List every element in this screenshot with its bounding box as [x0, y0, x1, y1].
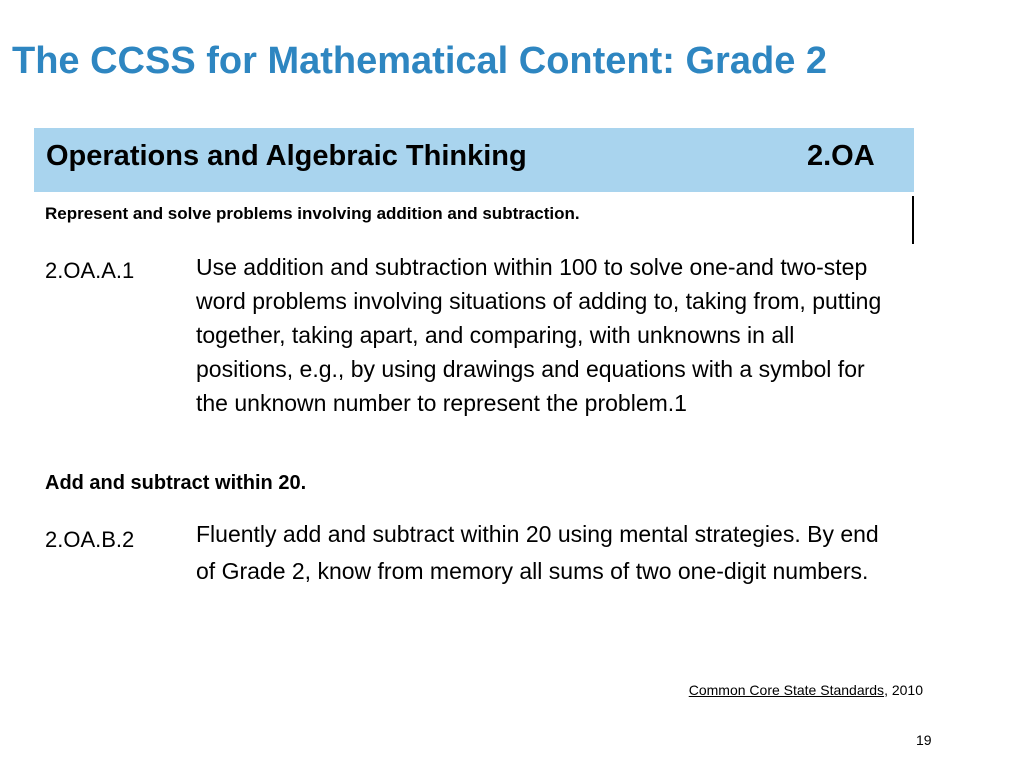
domain-header-band	[34, 128, 914, 192]
page-number: 19	[916, 732, 932, 748]
divider-line	[912, 196, 914, 244]
cluster-heading-b: Add and subtract within 20.	[45, 472, 307, 494]
standard-code-b2: 2.OA.B.2	[45, 527, 135, 552]
domain-name: Operations and Algebraic Thinking	[46, 140, 527, 172]
standard-text-a1: Use addition and subtraction within 100 to solve one-and two-step word problems involving situations of adding to, taking from, putting together, taking apart, and comparing, with unknowns in all positions, e.g., by using drawings and equations with a symbol for the unknown number to represent the problem.1	[196, 254, 882, 416]
slide-title: The CCSS for Mathematical Content: Grade 2	[12, 40, 828, 82]
citation	[689, 682, 923, 698]
domain-code: 2.OA	[807, 140, 875, 172]
cluster-heading-a: Represent and solve problems involving addition and subtraction.	[45, 204, 580, 223]
standard-code-a1: 2.OA.A.1	[45, 258, 135, 283]
standard-text-b2: Fluently add and subtract within 20 using mental strategies. By end of Grade 2, know from memory all sums of two one-digit numbers.	[196, 521, 879, 584]
citation-link[interactable]: Common Core State Standards	[688, 682, 885, 698]
citation-year: , 2010	[884, 682, 923, 698]
